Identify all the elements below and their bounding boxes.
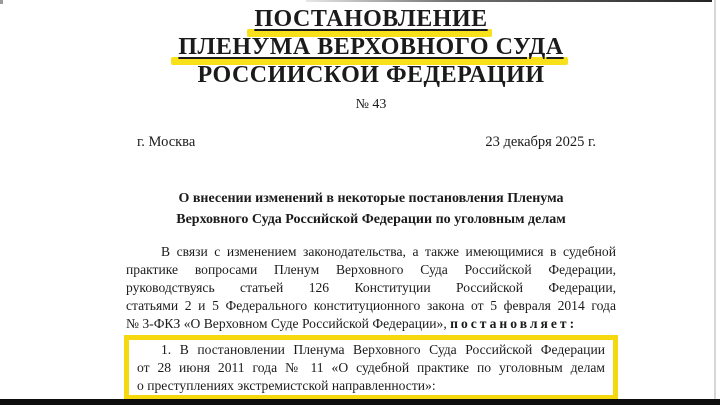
scan-artifact-top-line [306, 0, 712, 2]
document-title-block [126, 5, 616, 89]
scan-artifact-bottom-bar [0, 399, 720, 405]
scan-artifact-corner-dot [0, 0, 3, 4]
preamble-line: статьями 2 и 5 Федерального конституционного закона от 5 февраля 2014 года [126, 298, 616, 313]
subject-heading [126, 188, 616, 230]
highlighted-clause-box [124, 335, 618, 400]
preamble-last-line [126, 315, 616, 333]
subject-line-2: Верховного Суда Российской Федерации по уголовным делам [176, 212, 566, 227]
clause-line: от 28 июня 2011 года № 11 «О судебной практике по уголовным делам [137, 360, 605, 375]
preamble-last-line-text: № 3-ФКЗ «О Верховном Суде Российской Федерации», [126, 316, 451, 331]
postanovlyaet-emphasis: постановляет: [450, 316, 578, 331]
preamble-line: практике вопросами Пленум Верховного Суда Российской Федерации, [126, 262, 616, 277]
city-label: г. Москва [137, 134, 196, 150]
clause-line: 1. В постановлении Пленума Верховного Суда Российской Федерации [161, 342, 605, 357]
title-line-3: РОССИЙСКОЙ ФЕДЕРАЦИИ [197, 62, 545, 88]
title-line-1-highlighted: ПОСТАНОВЛЕНИЕ [254, 6, 488, 32]
scan-artifact-right-line [714, 0, 716, 405]
title-line-2-highlighted: ПЛЕНУМА ВЕРХОВНОГО СУДА [178, 34, 564, 60]
preamble-paragraph [126, 243, 616, 333]
title-line [126, 33, 616, 61]
subject-line-1: О внесении изменений в некоторые постановления Пленума [178, 191, 564, 206]
meta-row [126, 134, 616, 151]
title-line [126, 61, 616, 89]
title-line [126, 5, 616, 33]
preamble-line: В связи с изменением законодательства, а также имеющимися в судебной [161, 244, 616, 259]
clause-line: о преступлениях экстремистской направленности»: [137, 378, 436, 393]
date-label: 23 декабря 2025 г. [485, 134, 596, 150]
preamble-line: руководствуясь статьей 126 Конституции Российской Федерации, [126, 280, 616, 295]
resolution-number: № 43 [355, 97, 387, 112]
